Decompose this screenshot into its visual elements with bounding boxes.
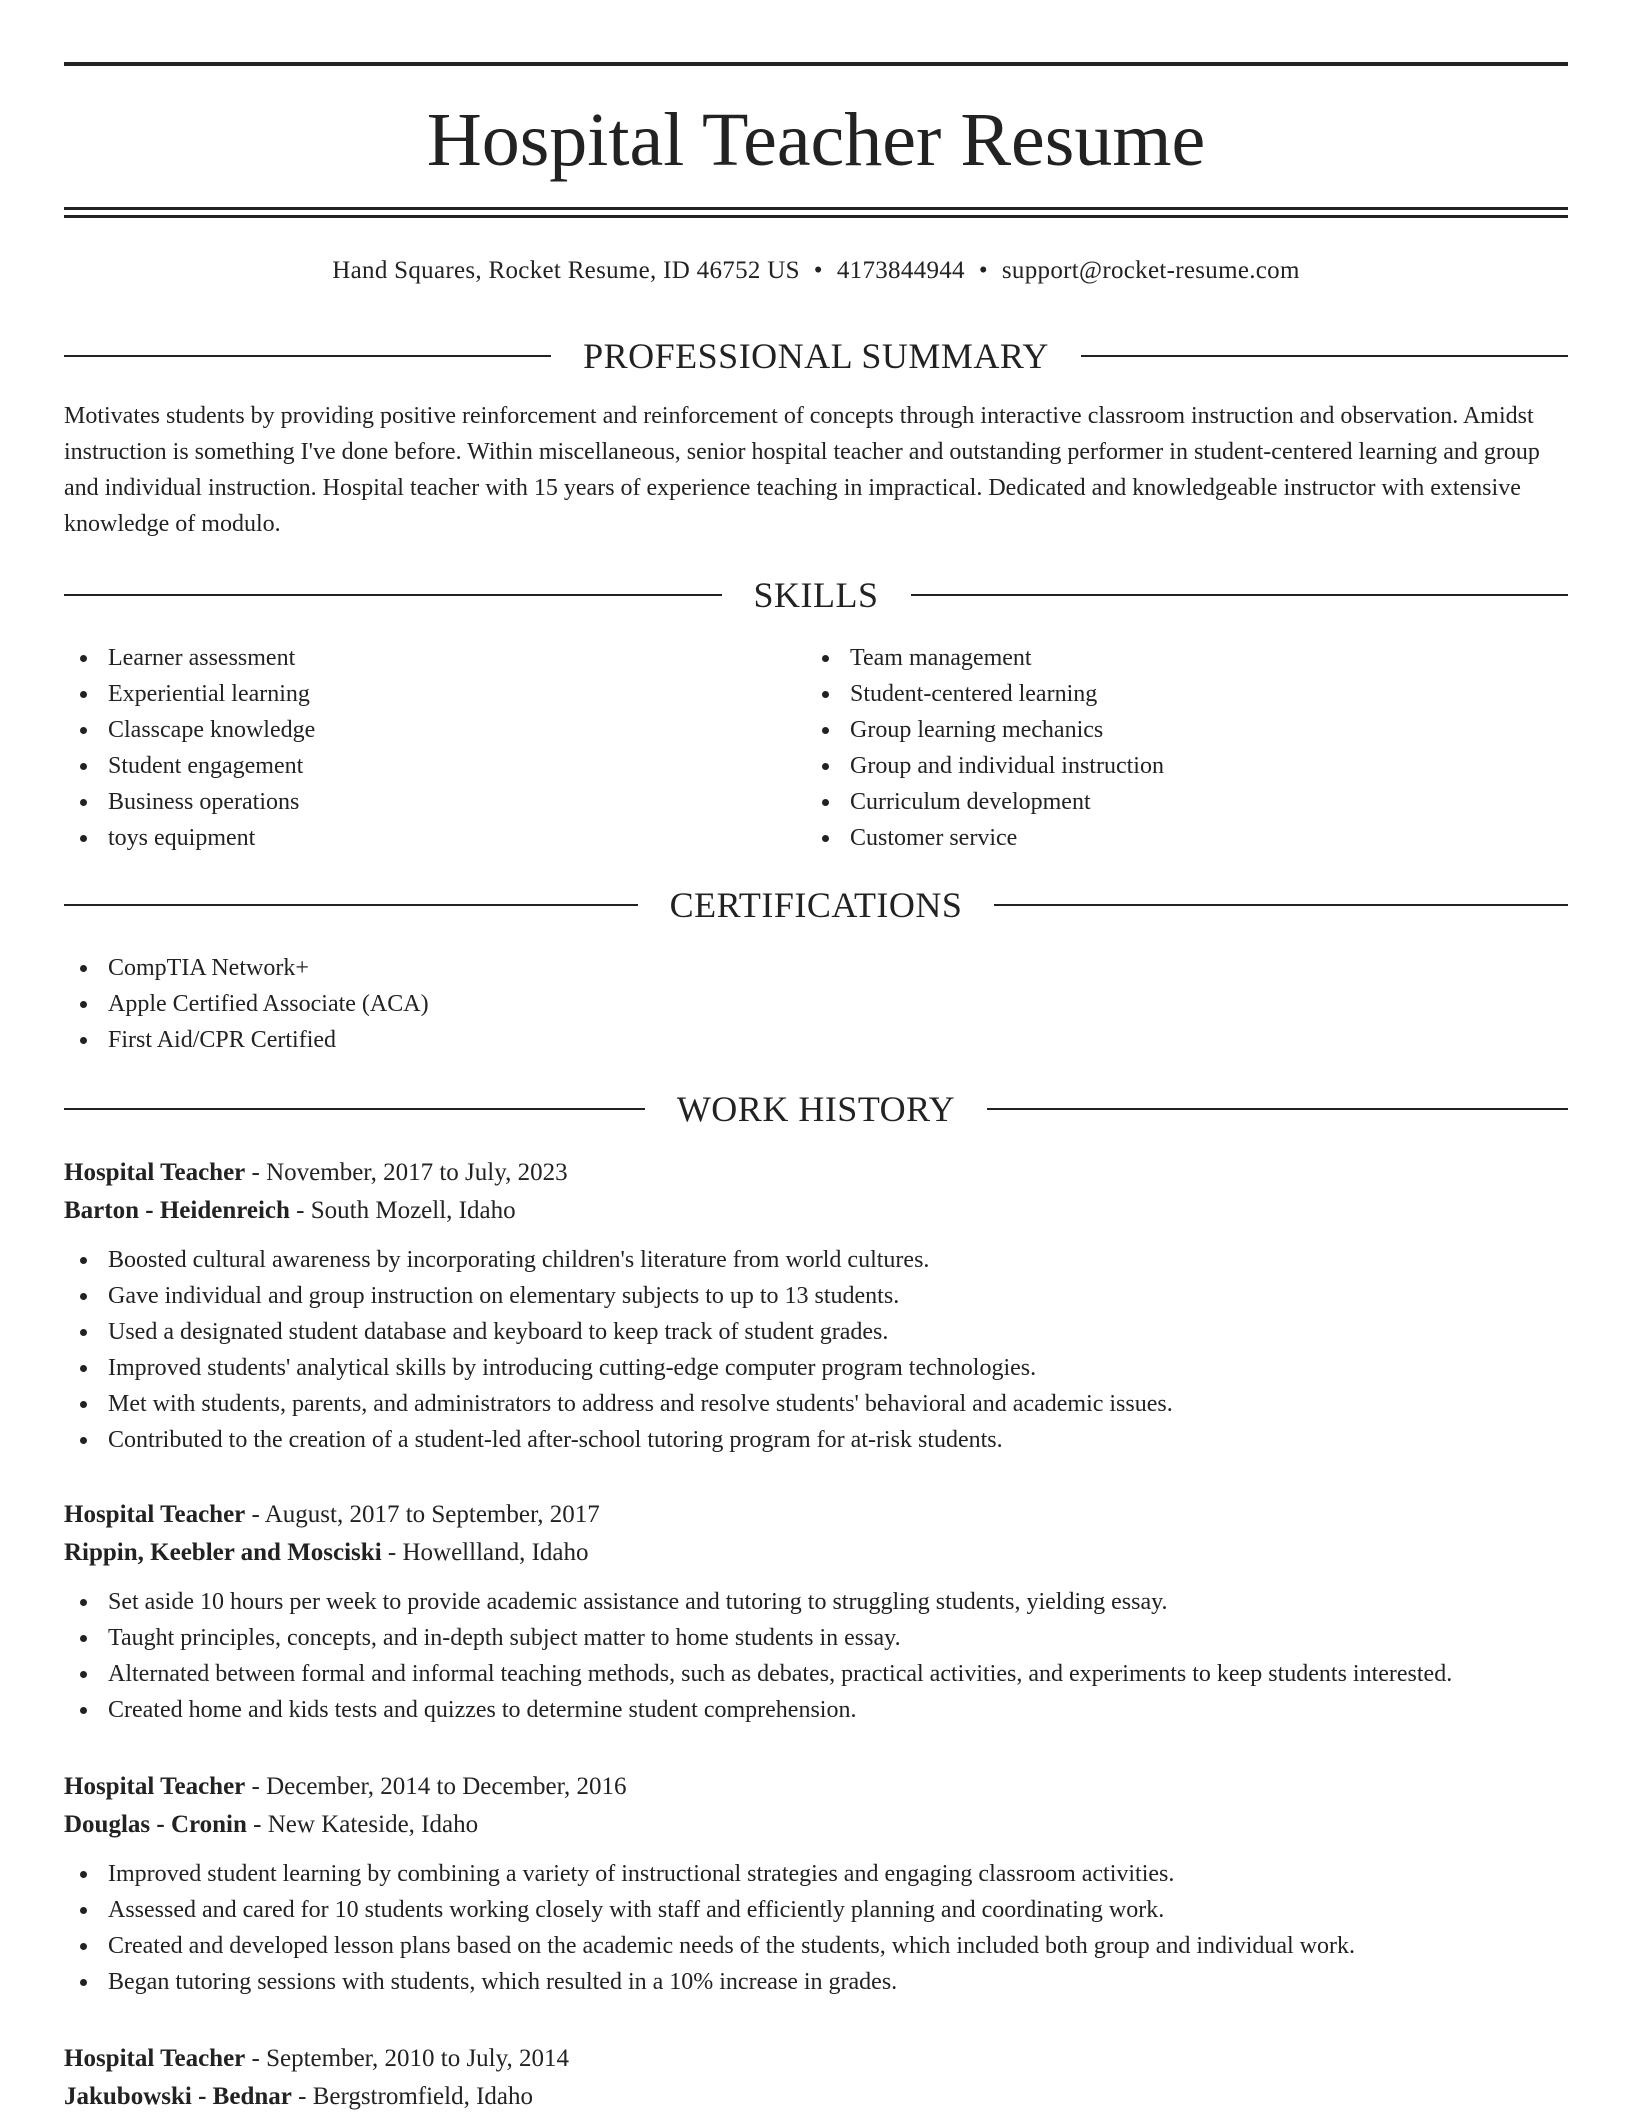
job-bullet: Set aside 10 hours per week to provide academic assistance and tutoring to struggling students, yielding essay. (64, 1584, 1568, 1620)
job-bullet: Alternated between formal and informal teaching methods, such as debates, practical activities, and experiments to keep students interested. (64, 1656, 1568, 1692)
job-bullet: Created home and kids tests and quizzes to determine student comprehension. (64, 1692, 1568, 1728)
job-bullet: Used a designated student database and keyboard to keep track of student grades. (64, 1314, 1568, 1350)
contact-address: Hand Squares, Rocket Resume, ID 46752 US (332, 257, 800, 284)
divider-line (64, 594, 722, 596)
job-dates: September, 2010 to July, 2014 (266, 2045, 569, 2072)
top-rule (64, 62, 1568, 66)
contact-separator: • (813, 257, 823, 284)
section-header-summary (64, 334, 1568, 378)
job-bullets (64, 1584, 1568, 1728)
job-title: Hospital Teacher (64, 2045, 246, 2072)
certification-item: First Aid/CPR Certified (64, 1022, 1568, 1058)
divider-line (987, 1108, 1568, 1110)
job-dates: November, 2017 to July, 2023 (266, 1159, 568, 1186)
job-bullets (64, 1856, 1568, 2000)
job-title-line (64, 1768, 1568, 1806)
job-title: Hospital Teacher (64, 1501, 246, 1528)
job-company: Douglas - Cronin (64, 1811, 247, 1838)
section-title-summary: PROFESSIONAL SUMMARY (583, 336, 1049, 376)
job-title: Hospital Teacher (64, 1159, 246, 1186)
section-header-work-history (64, 1087, 1568, 1131)
divider-line (1081, 355, 1568, 357)
skill-item: Curriculum development (806, 784, 1566, 820)
job-location: Howellland, Idaho (402, 1539, 589, 1566)
job-bullets (64, 1242, 1568, 1458)
contact-phone: 4173844944 (836, 257, 965, 284)
job-location: Bergstromfield, Idaho (312, 2083, 534, 2110)
divider-line (64, 904, 638, 906)
job-title-line (64, 1496, 1568, 1534)
job-entry (64, 1496, 1568, 1728)
job-bullet: Contributed to the creation of a student-led after-school tutoring program for at-risk students. (64, 1422, 1568, 1458)
section-title-work-history: WORK HISTORY (676, 1089, 956, 1129)
job-dash: - (296, 1197, 305, 1224)
job-bullet: Assessed and cared for 10 students working closely with staff and efficiently planning and coordinating work. (64, 1892, 1568, 1928)
skills-list-right (806, 640, 1566, 856)
job-bullet: Gave individual and group instruction on elementary subjects to up to 13 students. (64, 1278, 1568, 1314)
job-dash: - (298, 2083, 307, 2110)
job-company: Barton - Heidenreich (64, 1197, 290, 1224)
skill-item: Group and individual instruction (806, 748, 1566, 784)
skill-item: Customer service (806, 820, 1566, 856)
skill-item: Experiential learning (64, 676, 804, 712)
job-entry (64, 1768, 1568, 2000)
section-title-certifications: CERTIFICATIONS (669, 885, 963, 925)
summary-text: Motivates students by providing positive reinforcement and reinforcement of concepts through interactive classroom instruction and observation. Amidst instruction is something I've done before. Within miscellaneous, senior hospital teacher and outstanding performer in student-centered learning and group and individual instruction. Hospital teacher with 15 years of experience teaching in impractical. Dedicated and knowledgeable instructor with extensive knowledge of modulo. (64, 403, 1540, 537)
job-location: South Mozell, Idaho (310, 1197, 516, 1224)
job-bullet: Boosted cultural awareness by incorporating children's literature from world cultures. (64, 1242, 1568, 1278)
job-bullet: Created and developed lesson plans based on the academic needs of the students, which included both group and individual work. (64, 1928, 1568, 1964)
certification-item: Apple Certified Associate (ACA) (64, 986, 1568, 1022)
job-dash: - (387, 1539, 397, 1566)
job-dash: - (253, 1811, 262, 1838)
skill-item: toys equipment (64, 820, 804, 856)
job-bullet: Improved student learning by combining a variety of instructional strategies and engaging classroom activities. (64, 1856, 1568, 1892)
skill-item: Business operations (64, 784, 804, 820)
job-entry (64, 1154, 1568, 1458)
title-rule-lower (64, 215, 1568, 218)
divider-line (64, 355, 551, 357)
skills-list-left (64, 640, 804, 856)
skill-item: Learner assessment (64, 640, 804, 676)
skill-item: Classcape knowledge (64, 712, 804, 748)
job-bullet: Taught principles, concepts, and in-depth subject matter to home students in essay. (64, 1620, 1568, 1656)
job-company-line (64, 1192, 1568, 1230)
job-location: New Kateside, Idaho (267, 1811, 479, 1838)
job-bullet: Began tutoring sessions with students, which resulted in a 10% increase in grades. (64, 1964, 1568, 2000)
divider-line (911, 594, 1569, 596)
contact-separator: • (978, 257, 988, 284)
job-entry (64, 2040, 1568, 2116)
skill-item: Team management (806, 640, 1566, 676)
contact-line (64, 254, 1568, 288)
job-company: Jakubowski - Bednar (64, 2083, 292, 2110)
section-header-certifications (64, 883, 1568, 927)
job-bullet: Met with students, parents, and administrators to address and resolve students' behavioral and academic issues. (64, 1386, 1568, 1422)
job-bullet: Improved students' analytical skills by introducing cutting-edge computer program technologies. (64, 1350, 1568, 1386)
job-dash: - (251, 1773, 260, 1800)
skill-item: Group learning mechanics (806, 712, 1566, 748)
divider-line (64, 1108, 645, 1110)
certification-item: CompTIA Network+ (64, 950, 1568, 986)
job-dates: December, 2014 to December, 2016 (266, 1773, 627, 1800)
job-dash: - (251, 1501, 260, 1528)
job-dash: - (251, 2045, 260, 2072)
section-title-skills: SKILLS (753, 575, 879, 615)
page-title: Hospital Teacher Resume (426, 98, 1206, 182)
job-company: Rippin, Keebler and Mosciski (64, 1539, 382, 1566)
job-company-line (64, 1806, 1568, 1844)
job-company-line (64, 1534, 1568, 1572)
section-header-skills (64, 573, 1568, 617)
skill-item: Student engagement (64, 748, 804, 784)
job-title-line (64, 2040, 1568, 2078)
job-dash: - (251, 1159, 260, 1186)
divider-line (994, 904, 1568, 906)
job-company-line (64, 2078, 1568, 2116)
certifications-list (64, 950, 1568, 1058)
title-rule-upper (64, 207, 1568, 210)
skill-item: Student-centered learning (806, 676, 1566, 712)
contact-email: support@rocket-resume.com (1001, 257, 1300, 284)
job-dates: August, 2017 to September, 2017 (264, 1501, 600, 1528)
job-title: Hospital Teacher (64, 1773, 246, 1800)
job-title-line (64, 1154, 1568, 1192)
